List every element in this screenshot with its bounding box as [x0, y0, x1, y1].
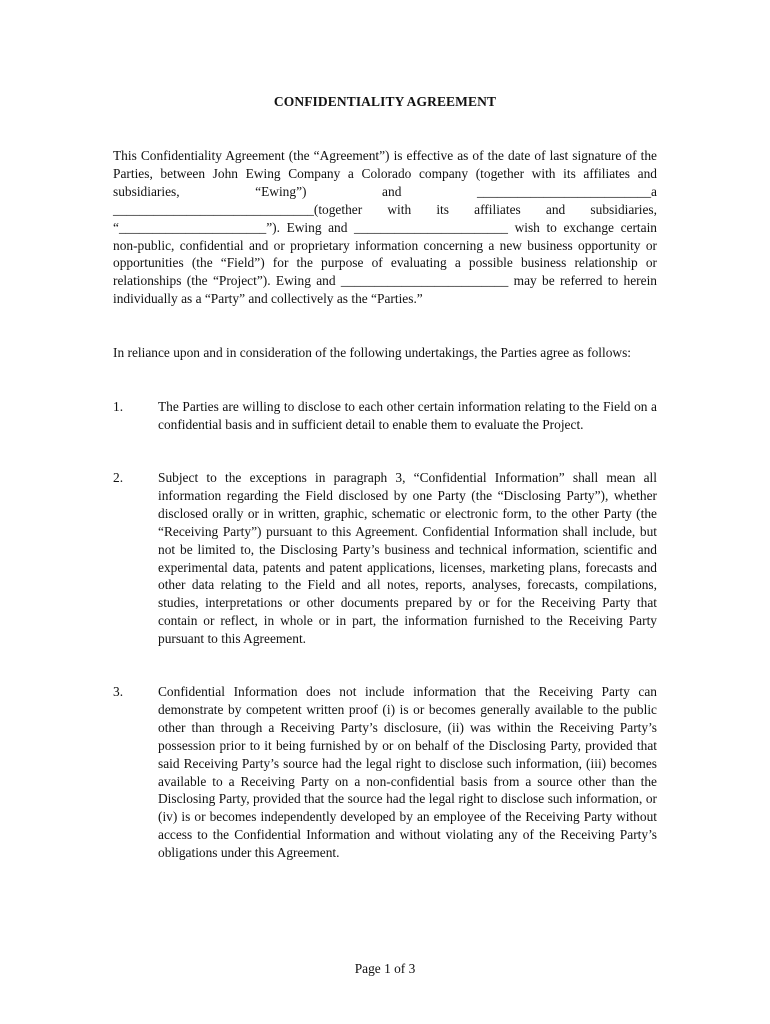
page-number: Page 1 of 3 — [354, 961, 416, 976]
clause-text: The Parties are willing to disclose to each other certain information relating to the Field on a confidential basis and in sufficient detail to enable them to evaluate the Project. — [158, 399, 657, 432]
clause-number: 1. — [113, 399, 124, 414]
clause-number: 2. — [113, 470, 124, 485]
numbered-clause — [113, 683, 657, 862]
clause-text: Confidential Information does not include information that the Receiving Party can demonstrate by competent written proof (i) is or becomes generally available to the public other than through a Receiving Party’s disclosure, (ii) was within the Receiving Party’s possession prior to it being furnished by or on behalf of the Disclosing Party, provided that said Receiving Party’s source had the legal right to disclose such information, (iii) becomes available to a Receiving Party on a non-confidential basis from a source other than the Disclosing Party, provided that the source had the legal right to disclose such information, or (iv) is or becomes independently developed by an employee of the Receiving Party without access to the Confidential Information and without violating any of the Receiving Party’s obligations under this Agreement. — [158, 684, 657, 861]
numbered-clause — [113, 398, 657, 434]
intro-paragraph: This Confidentiality Agreement (the “Agreement”) is effective as of the date of last signature of the Parties, between John Ewing Company a Colorado company (together with its affiliates and subsidiaries, “Ewing”) and __________________________a ______________________________(together with its affiliates and subsidiaries, “______________________”). Ewing and _______________________ wish to exchange certain non-public, confidential and or proprietary information concerning a new business opportunity or opportunities (the “Field”) for the purpose of evaluating a possible business relationship or relationships (the “Project”). Ewing and _________________________ may be referred to herein individually as a “Party” and collectively as the “Parties.” — [113, 148, 657, 307]
clause-number: 3. — [113, 684, 124, 699]
reliance-paragraph: In reliance upon and in consideration of the following undertakings, the Parties agree as follows: — [113, 345, 631, 360]
numbered-clause — [113, 469, 657, 648]
document-title: CONFIDENTIALITY AGREEMENT — [273, 94, 497, 109]
clause-text: Subject to the exceptions in paragraph 3, “Confidential Information” shall mean all information regarding the Field disclosed by one Party (the “Disclosing Party”), whether disclosed orally or in written, graphic, schematic or electronic form, to the other Party (the “Receiving Party”) pursuant to this Agreement. Confidential Information shall include, but not be limited to, the Disclosing Party’s business and technical information, scientific and experimental data, patents and patent applications, licenses, marketing plans, forecasts and other data relating to the Field and all notes, reports, analyses, forecasts, compilations, studies, interpretations or other documents prepared by or for the Receiving Party that contain or reflect, in whole or in part, the information furnished to the Receiving Party pursuant to this Agreement. — [158, 470, 657, 647]
